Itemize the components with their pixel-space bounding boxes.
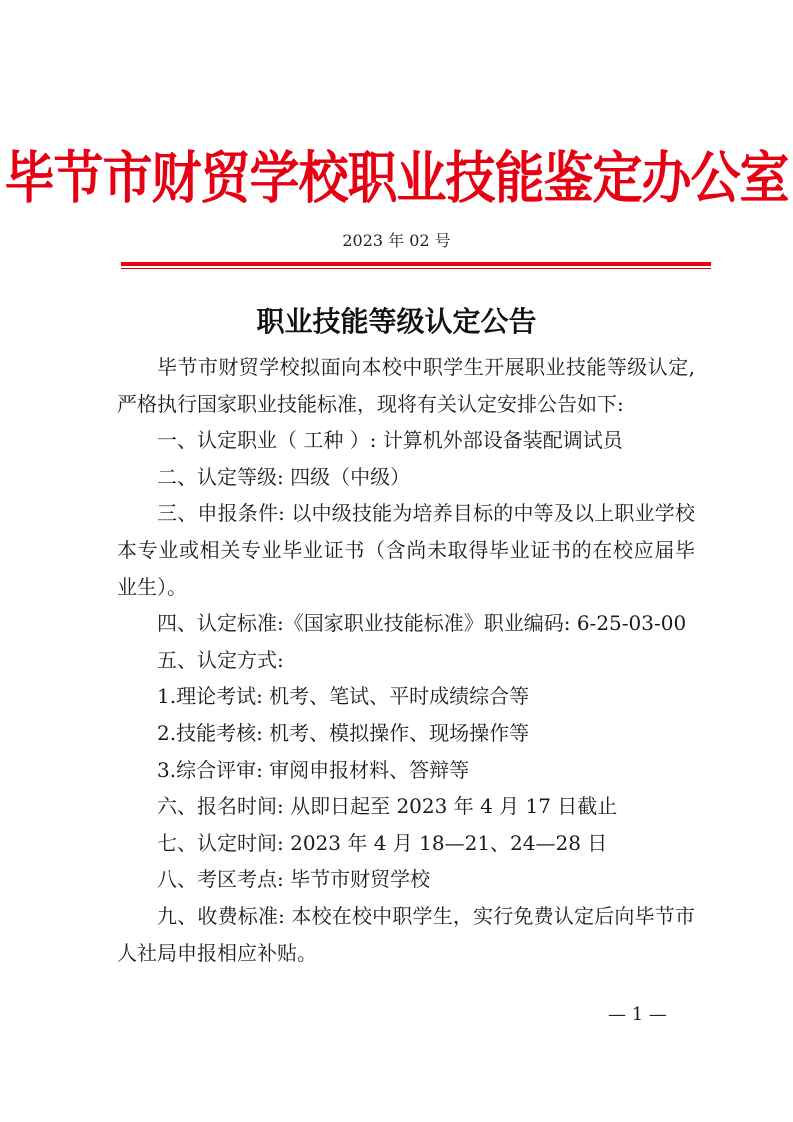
item-assessment-time: 七、认定时间: 2023 年 4 月 18—21、24—28 日 [157, 830, 608, 855]
red-header-rule-thick [121, 262, 711, 266]
notice-body [117, 349, 695, 971]
item-registration-time: 六、报名时间: 从即日起至 2023 年 4 月 17 日截止 [157, 794, 618, 819]
intro-paragraph: 毕节市财贸学校拟面向本校中职学生开展职业技能等级认定,严格执行国家职业技能标准，现将有关认定安排公告如下: [117, 355, 695, 416]
document-number: 2023 年 02 号 [342, 231, 451, 250]
item-standard: 四、认定标准:《国家职业技能标准》职业编码: 6-25-03-00 [157, 611, 687, 636]
notice-title: 职业技能等级认定公告 [256, 305, 537, 338]
item-method-skill: 2.技能考核: 机考、模拟操作、现场操作等 [157, 720, 530, 745]
item-fees: 九、收费标准: 本校在校中职学生，实行免费认定后向毕节市人社局申报相应补贴。 [117, 903, 695, 965]
item-method-heading: 五、认定方式: [157, 647, 284, 672]
red-header-rule-thin [121, 268, 711, 269]
item-exam-site: 八、考区考点: 毕节市财贸学校 [157, 867, 431, 892]
item-occupation: 一、认定职业（ 工种 ）: 计算机外部设备装配调试员 [157, 428, 623, 453]
item-method-review: 3.综合评审: 审阅申报材料、答辩等 [157, 757, 470, 782]
item-method-theory: 1.理论考试: 机考、笔试、平时成绩综合等 [157, 684, 530, 709]
page-number: — 1 — [608, 1004, 667, 1025]
issuing-office-title: 毕节市财贸学校职业技能鉴定办公室 [4, 145, 789, 211]
item-eligibility: 三、申报条件: 以中级技能为培养目标的中等及以上职业学校本专业或相关专业毕业证书（含尚未取得毕业证书的在校应届毕业生）。 [117, 501, 695, 599]
item-level: 二、认定等级: 四级（中级） [157, 464, 411, 489]
